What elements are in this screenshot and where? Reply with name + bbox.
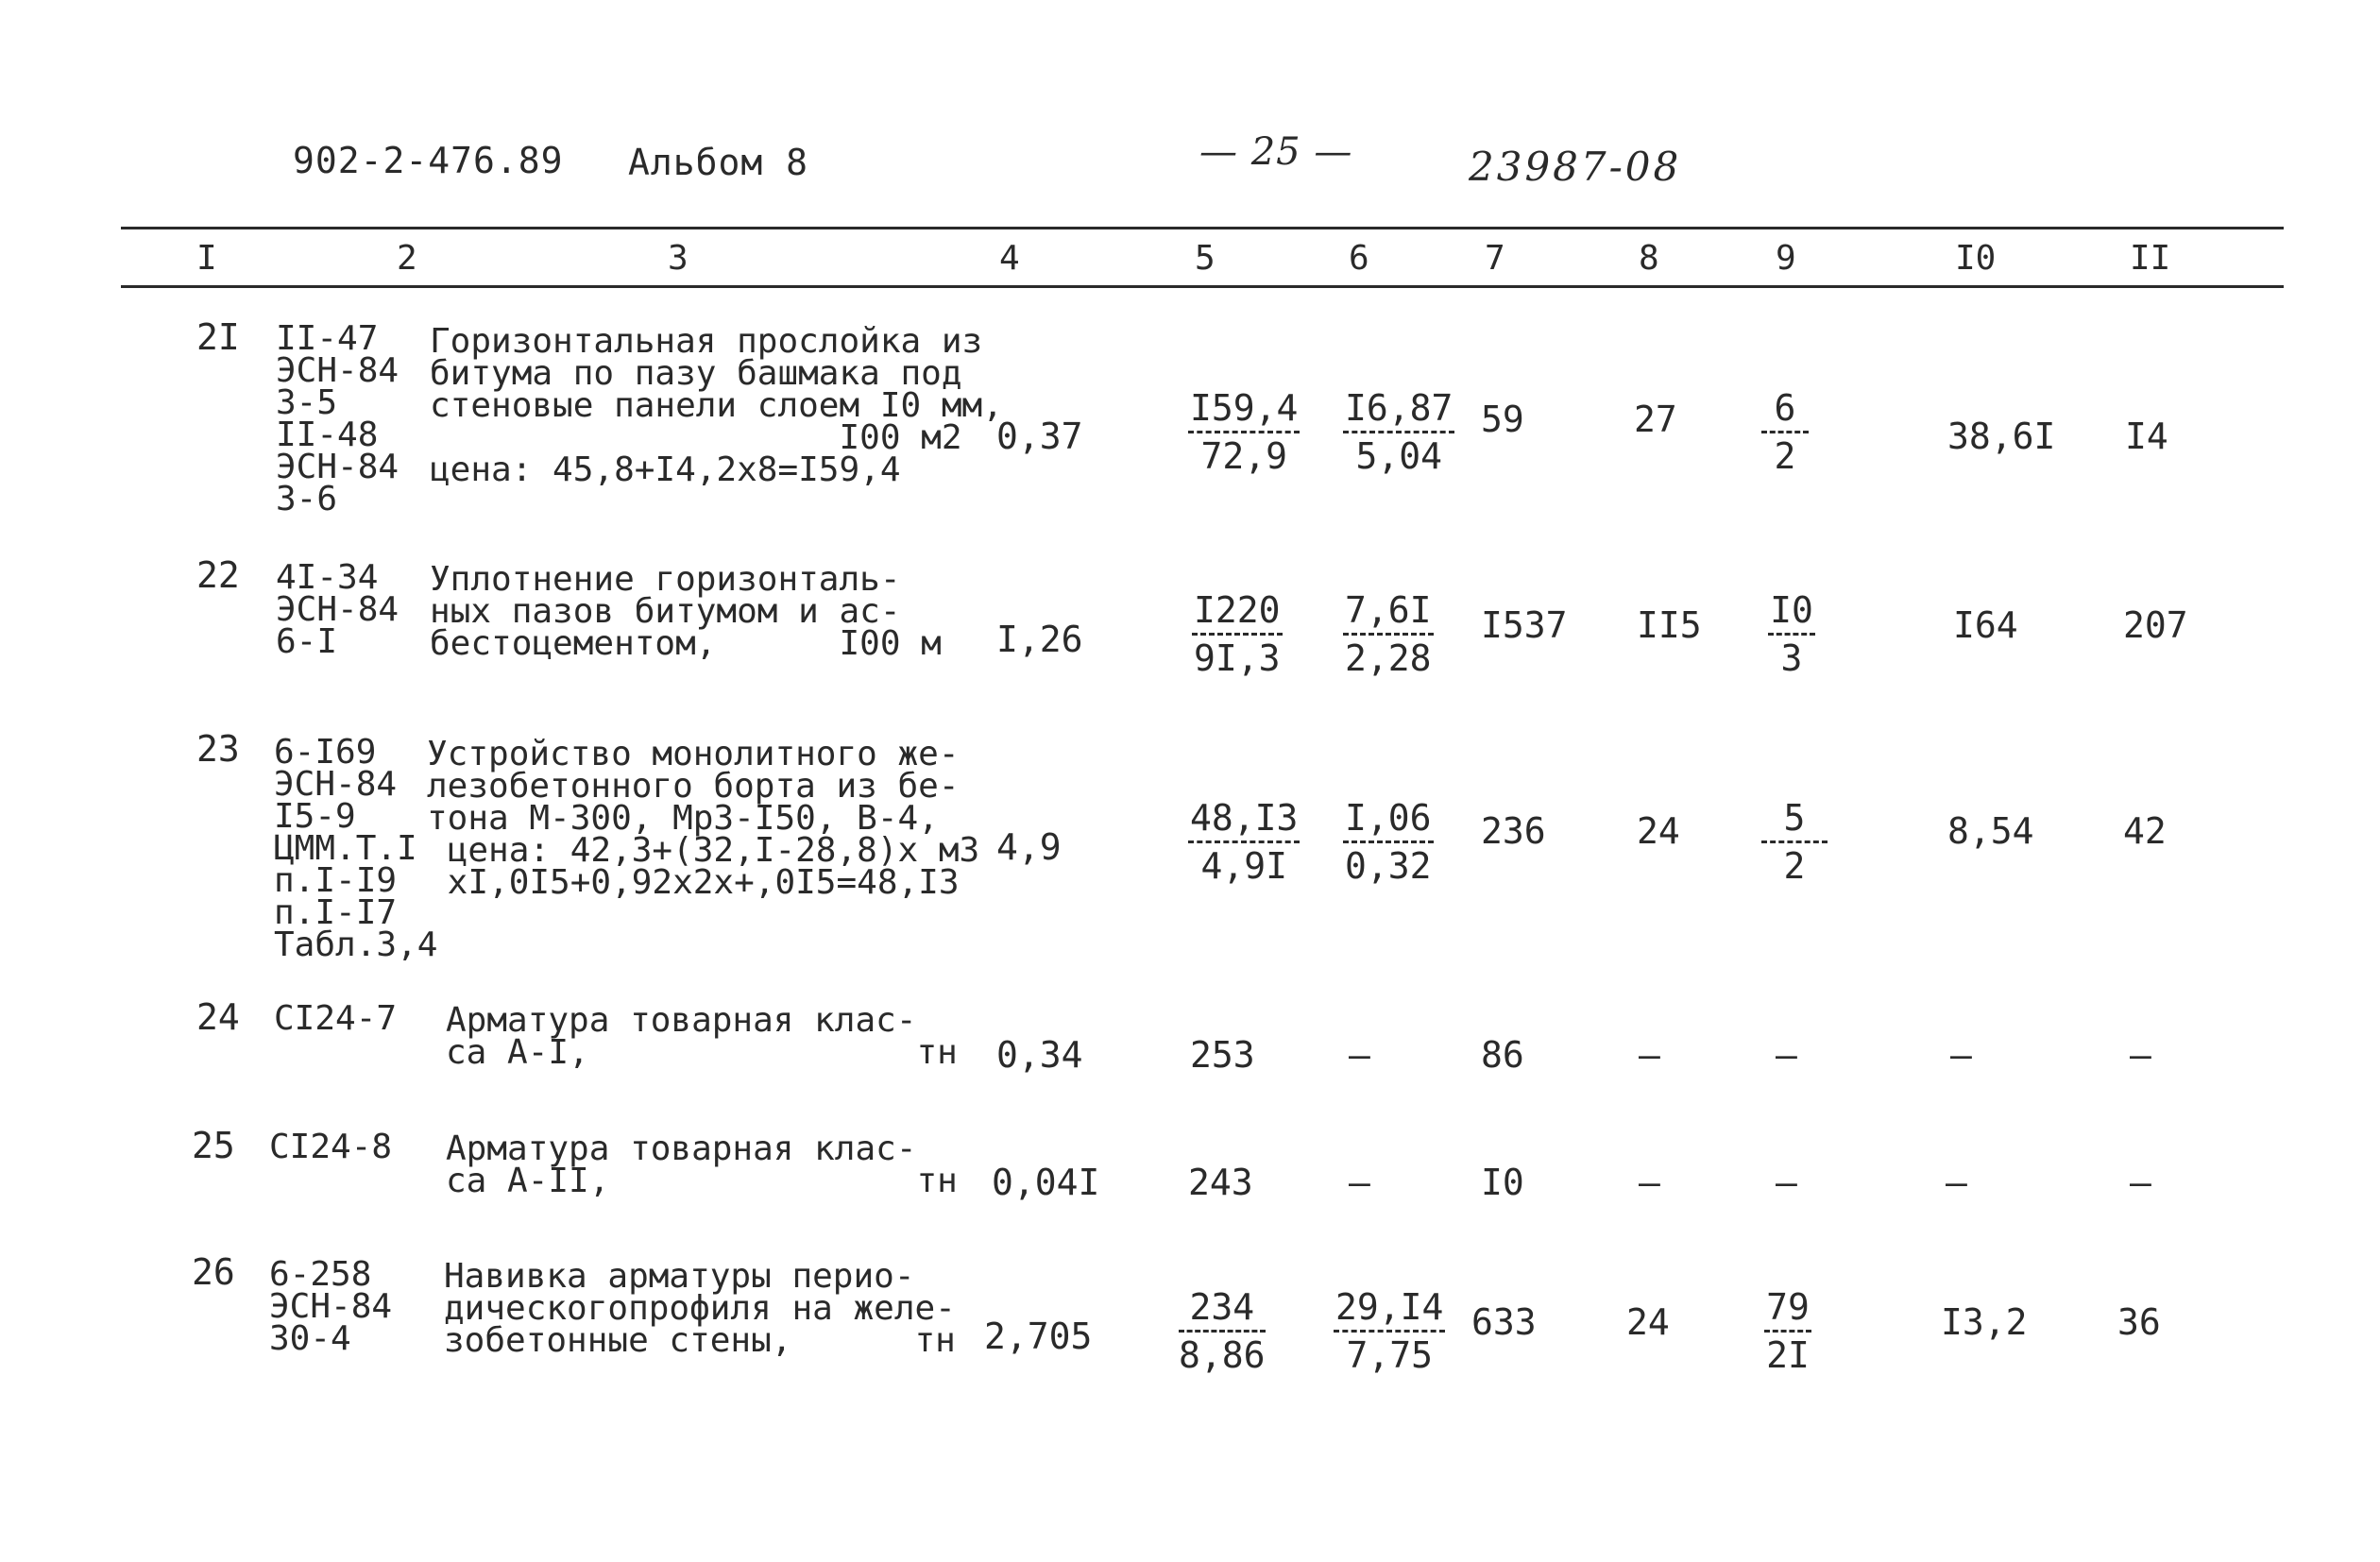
row-reference: 4I-34 ЭСН-84 6-I: [276, 558, 400, 661]
col6-bottom: 5,04: [1355, 435, 1442, 477]
col-header-4: 4: [999, 239, 1020, 278]
row-quantity: 0,34: [996, 1034, 1083, 1076]
handwritten-stamp: 23987-08: [1469, 144, 1682, 190]
row-col7: 86: [1481, 1034, 1524, 1076]
row-col11: –: [2130, 1162, 2151, 1203]
col9-bottom: 2I: [1766, 1334, 1810, 1376]
row-col6-fraction: [1343, 795, 1434, 889]
col5-top: 48,I3: [1188, 795, 1300, 843]
col-header-3: 3: [668, 239, 688, 278]
album-label: Альбом 8: [628, 142, 809, 183]
col9-top: 6: [1761, 385, 1809, 433]
col6-top: 7,6I: [1343, 587, 1434, 636]
row-reference: CI24-7: [274, 999, 398, 1038]
row-col11: 36: [2117, 1301, 2161, 1343]
row-reference: CI24-8: [269, 1128, 393, 1166]
col-header-9: 9: [1776, 239, 1796, 278]
row-quantity: 0,04I: [992, 1162, 1100, 1203]
row-col7: 59: [1481, 399, 1524, 440]
row-col8: 27: [1634, 399, 1677, 440]
col6-bottom: 0,32: [1345, 845, 1432, 887]
row-col10: I3,2: [1941, 1301, 2028, 1343]
row-col6-fraction: [1334, 1284, 1445, 1378]
col5-top: I220: [1192, 587, 1283, 636]
col-header-8: 8: [1639, 239, 1659, 278]
row-col7: I0: [1481, 1162, 1524, 1203]
col-header-6: 6: [1349, 239, 1369, 278]
row-description: Арматура товарная клас- са А-I, тн: [446, 1001, 958, 1072]
row-col9: –: [1776, 1034, 1797, 1076]
col9-bottom: 2: [1783, 845, 1806, 887]
row-col6: –: [1349, 1162, 1370, 1203]
table-header-rule: [121, 285, 2284, 288]
row-col11: 42: [2123, 810, 2167, 852]
col6-top: 29,I4: [1334, 1284, 1445, 1333]
row-description: Арматура товарная клас- са А-II, тн: [446, 1129, 958, 1200]
row-number: 22: [196, 554, 240, 596]
row-col11: I4: [2125, 416, 2168, 457]
row-col7: 633: [1471, 1301, 1537, 1343]
row-col6: –: [1349, 1034, 1370, 1076]
row-col9-fraction: [1761, 385, 1809, 479]
row-col5-fraction: [1192, 587, 1283, 681]
col6-top: I,06: [1343, 795, 1434, 843]
col-header-2: 2: [397, 239, 417, 278]
col5-bottom: 8,86: [1179, 1334, 1266, 1376]
col-header-7: 7: [1485, 239, 1505, 278]
col9-bottom: 2: [1774, 435, 1796, 477]
col6-bottom: 2,28: [1345, 637, 1432, 679]
table-top-rule: [121, 227, 2284, 229]
row-col10: –: [1946, 1162, 1967, 1203]
row-col5: 253: [1190, 1034, 1255, 1076]
row-col7: I537: [1481, 604, 1568, 646]
row-reference: 6-I69 ЭСН-84 I5-9 ЦММ.Т.I п.I-I9 п.I-I7 Табл.3,4: [274, 733, 438, 964]
row-quantity: 4,9: [996, 826, 1062, 868]
col9-top: 79: [1764, 1284, 1811, 1333]
row-col8: 24: [1626, 1301, 1670, 1343]
row-col6-fraction: [1343, 587, 1434, 681]
col9-top: 5: [1761, 795, 1828, 843]
row-col9-fraction: [1761, 795, 1828, 889]
row-col8: II5: [1637, 604, 1702, 646]
col5-bottom: 4,9I: [1200, 845, 1287, 887]
row-quantity: 2,705: [984, 1316, 1093, 1357]
row-col9-fraction: [1764, 1284, 1811, 1378]
col9-bottom: 3: [1780, 637, 1803, 679]
col-header-10: I0: [1955, 239, 1997, 278]
col5-top: I59,4: [1188, 385, 1300, 433]
row-col9-fraction: [1768, 587, 1815, 681]
row-col8: 24: [1637, 810, 1680, 852]
row-col7: 236: [1481, 810, 1546, 852]
row-col6-fraction: [1343, 385, 1454, 479]
col9-top: I0: [1768, 587, 1815, 636]
row-col5: 243: [1188, 1162, 1253, 1203]
col5-bottom: 72,9: [1200, 435, 1287, 477]
row-number: 25: [192, 1125, 235, 1166]
row-number: 23: [196, 728, 240, 770]
col-header-11: II: [2130, 239, 2171, 278]
row-col5-fraction: [1179, 1284, 1266, 1378]
row-col5-fraction: [1188, 385, 1300, 479]
col6-bottom: 7,75: [1346, 1334, 1433, 1376]
row-quantity: 0,37: [996, 416, 1083, 457]
row-col11: 207: [2123, 604, 2188, 646]
row-number: 24: [196, 996, 240, 1038]
row-description: Навивка арматуры перио- дическогопрофиля на желе- зобетонные стены, тн: [444, 1257, 956, 1360]
row-col8: –: [1639, 1162, 1660, 1203]
row-description: Уплотнение горизонталь- ных пазов битумом и ас- бестоцементом, I00 м: [430, 560, 942, 663]
page-number: — 25 —: [1199, 130, 1353, 174]
row-col8: –: [1639, 1034, 1660, 1076]
row-number: 26: [192, 1251, 235, 1293]
row-reference: II-47 ЭСН-84 3-5 II-48 ЭСН-84 3-6: [276, 319, 400, 518]
col-header-1: I: [196, 239, 217, 278]
col5-top: 234: [1179, 1284, 1266, 1333]
row-col10: 38,6I: [1947, 416, 2056, 457]
col-header-5: 5: [1195, 239, 1216, 278]
row-col5-fraction: [1188, 795, 1300, 889]
row-col10: 8,54: [1947, 810, 2034, 852]
row-col10: –: [1950, 1034, 1972, 1076]
col6-top: I6,87: [1343, 385, 1454, 433]
document-code: 902-2-476.89: [293, 140, 564, 181]
row-col10: I64: [1953, 604, 2018, 646]
row-number: 2I: [196, 316, 240, 358]
row-quantity: I,26: [996, 619, 1083, 660]
row-description: Горизонтальная прослойка из битума по пазу башмака под стеновые панели слоем I0 мм, I00 м2 цена: 45,8+I4,2х8=I59,4: [430, 322, 1003, 489]
col5-bottom: 9I,3: [1194, 637, 1281, 679]
row-col9: –: [1776, 1162, 1797, 1203]
row-reference: 6-258 ЭСН-84 30-4: [269, 1255, 393, 1358]
row-col11: –: [2130, 1034, 2151, 1076]
row-description: Устройство монолитного же- лезобетонного борта из бе- тона М-300, Мр3-I50, В-4, цена: 42,3+(32,I-28,8)х м3 хI,0I5+0,92х2х+,0I5=48,I3: [427, 735, 980, 902]
